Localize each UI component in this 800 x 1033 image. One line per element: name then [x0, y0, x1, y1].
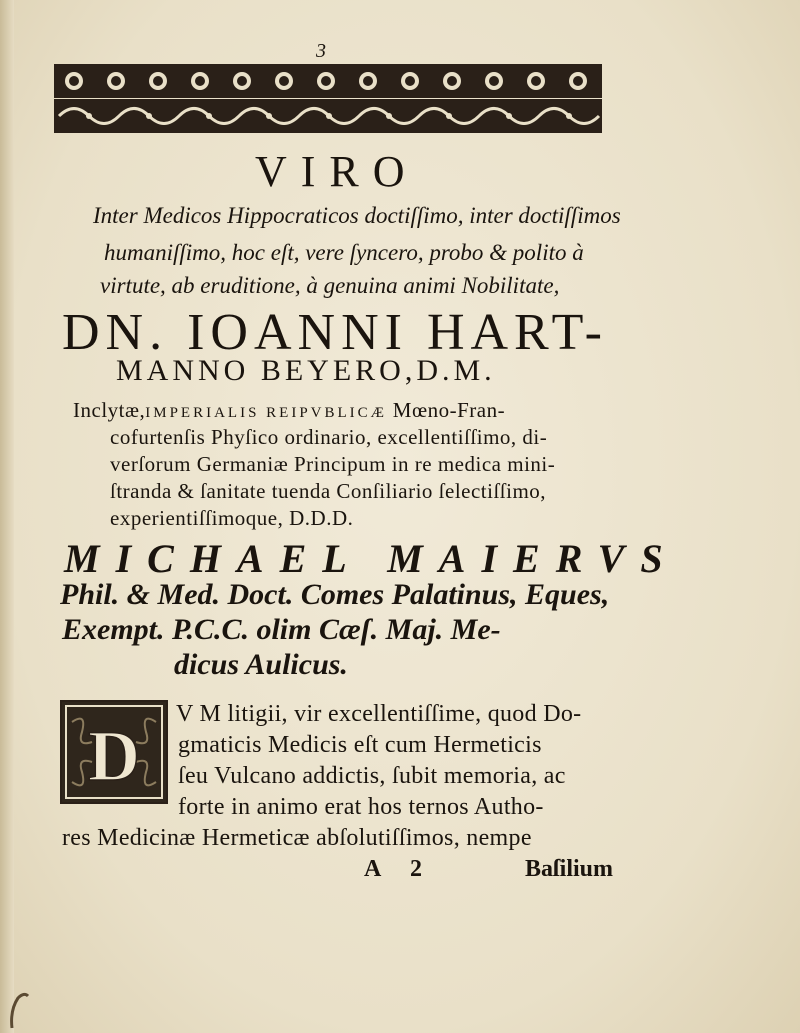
dedicatee-description-line: cofurtenſis Phyſico ordinario, excellentiſſimo, di-: [110, 425, 548, 449]
printers-ornament-band-bottom: [54, 99, 602, 133]
catchword: Baſilium: [525, 856, 614, 882]
author-name: MICHAEL MAIERVS: [64, 536, 679, 581]
body-text-line: ſeu Vulcano addictis, ſubit memoria, ac: [178, 763, 566, 789]
dedicatee-description-line: ſtranda & ſanitate tuenda Conſiliario ſelectiſſimo,: [110, 479, 547, 503]
initial-letter: D: [88, 716, 140, 796]
dedication-line: humaniſſimo, hoc eſt, vere ſyncero, probo & polito à: [104, 240, 584, 265]
decorated-initial: [60, 700, 168, 804]
text-run: Inclytæ,: [73, 398, 146, 422]
author-title-line: Exempt. P.C.C. olim Cæſ. Maj. Me-: [62, 613, 501, 646]
dedication-line: virtute, ab eruditione, à genuina animi Nobilitate,: [100, 273, 560, 298]
page-heading: VIRO: [255, 147, 419, 196]
body-text-line: V M litigii, vir excellentiſſime, quod Do-: [176, 701, 582, 727]
ink-mark-icon: [6, 990, 34, 1030]
text-run: Mœno-Fran-: [387, 398, 506, 422]
author-title-line: Phil. & Med. Doct. Comes Palatinus, Eques,: [60, 578, 610, 611]
body-text-line: gmaticis Medicis eſt cum Hermeticis: [178, 732, 542, 758]
body-text-line: res Medicinæ Hermeticæ abſolutiſſimos, nempe: [62, 825, 532, 851]
body-text-line: forte in animo erat hos ternos Autho-: [178, 794, 544, 820]
author-title-line: dicus Aulicus.: [174, 648, 348, 681]
dedicatee-name-line: MANNO BEYERO,D.M.: [116, 354, 496, 387]
dedication-line: Inter Medicos Hippocraticos doctiſſimo, inter doctiſſimos: [93, 203, 621, 228]
page-edge: [0, 0, 14, 1033]
dedicatee-name-line: DN. IOANNI HART-: [62, 304, 608, 361]
dedicatee-description-line: experientiſſimoque, D.D.D.: [110, 506, 354, 530]
small-caps-run: IMPERIALIS REIPVBLICÆ: [145, 405, 388, 421]
dedicatee-description-line: [73, 398, 505, 423]
dedicatee-description-line: verſorum Germaniæ Principum in re medica mini-: [110, 452, 556, 476]
signature-mark: A 2: [364, 856, 435, 882]
printers-ornament-band-top: [54, 64, 602, 98]
page-number: 3: [316, 40, 326, 62]
